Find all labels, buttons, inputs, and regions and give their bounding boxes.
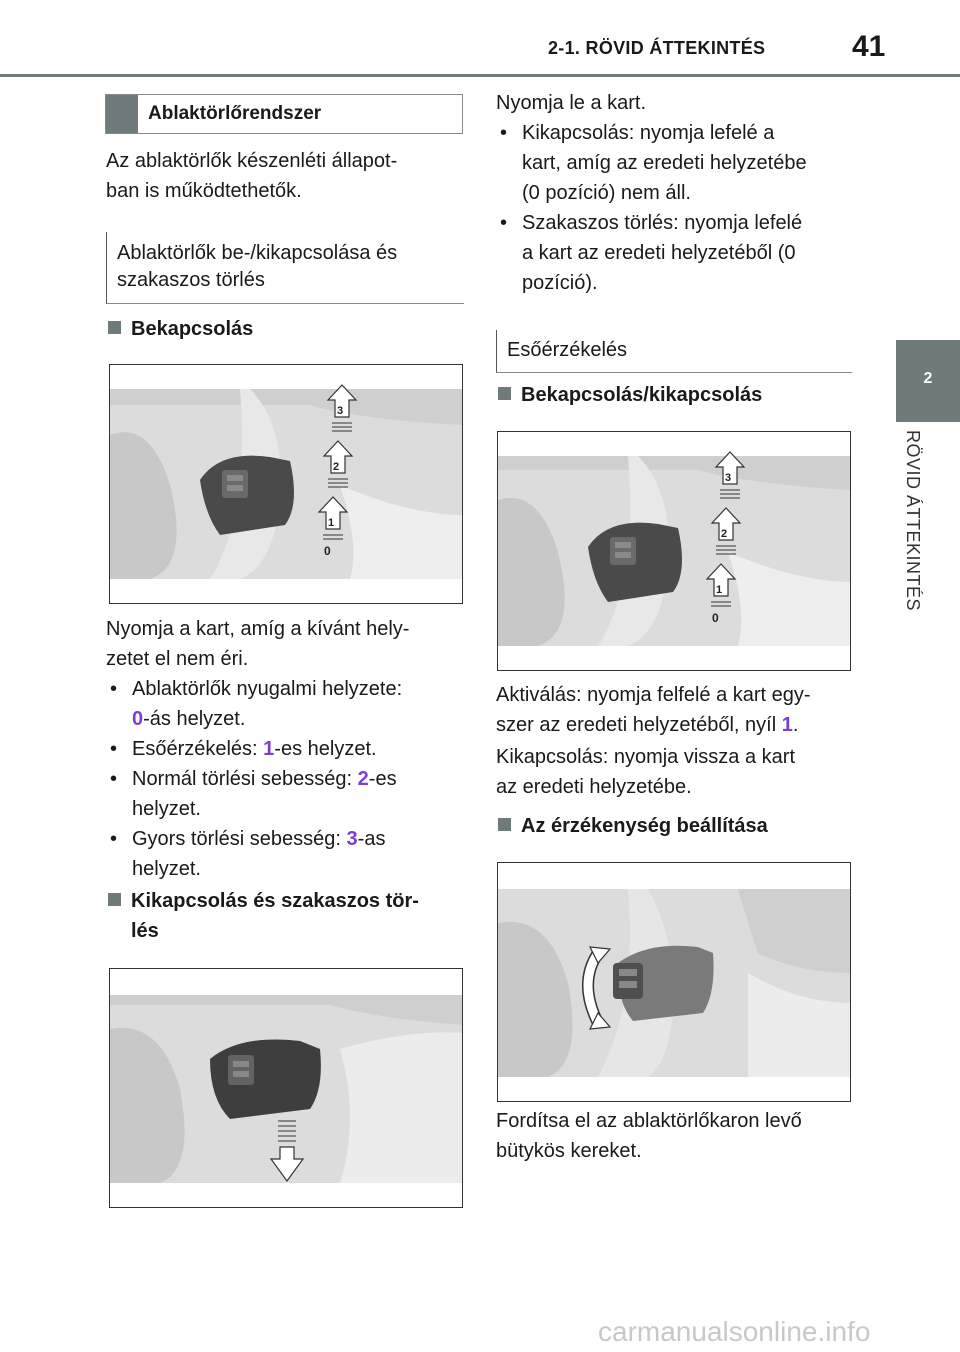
section-kikapcsolas [108, 886, 419, 916]
bullet-line: Kikapcsolás: nyomja lefelé a [522, 122, 775, 144]
chapter-title: RÖVID ÁTTEKINTÉS [903, 430, 923, 612]
subheading-box [106, 232, 464, 304]
position-number: 0 [132, 708, 144, 730]
bullet-text-suffix: -as [357, 828, 386, 850]
bullet-line: a kart az eredeti helyzetéből (0 [522, 242, 796, 264]
section-marker [108, 321, 121, 334]
intro-line-2: ban is működtethetők. [106, 180, 302, 202]
bullet-dot: • [110, 768, 118, 790]
watermark: carmanualsonline.info [598, 1316, 871, 1347]
bullet-dot: • [110, 678, 118, 700]
activation-line-1: Aktiválás: nyomja felfelé a kart egy- [496, 684, 811, 706]
para1-line-2: zetet el nem éri. [106, 648, 249, 670]
bullet-text-line2: helyzet. [132, 798, 201, 820]
figure-wiper-lever-down [109, 968, 463, 1208]
fig3-label-1: 1 [716, 584, 723, 596]
bullet-text-suffix: -es helyzet. [274, 738, 377, 760]
bullet-line: Szakaszos törlés: nyomja lefelé [522, 212, 803, 234]
section-marker [108, 893, 121, 906]
fig1-label-2: 2 [333, 461, 340, 473]
section-title-line-1: Kikapcsolás és szakaszos tör- [131, 890, 419, 912]
deactivation-line-1: Kikapcsolás: nyomja vissza a kart [496, 746, 796, 768]
bullet-dot: • [500, 122, 508, 144]
bullet-text: Gyors törlési sebesség: [132, 828, 347, 850]
activation-text: szer az eredeti helyzetéből, nyíl [496, 714, 782, 736]
figure-rain-sensor-lever [497, 431, 851, 671]
heading-marker [106, 95, 138, 133]
para-bottom-line-2: bütykös kereket. [496, 1140, 642, 1162]
section-title: 2-1. RÖVID ÁTTEKINTÉS [548, 38, 766, 58]
fig1-label-3: 3 [337, 405, 344, 417]
bullet-text: Esőérzékelés: [132, 738, 264, 760]
section-sensitivity [498, 811, 768, 841]
header-rule [0, 74, 960, 77]
position-number: 2 [357, 768, 369, 790]
right-para-top: Nyomja le a kart. [496, 92, 647, 114]
main-heading [105, 94, 463, 134]
bullet-line: (0 pozíció) nem áll. [522, 182, 691, 204]
intro-line-1: Az ablaktörlők készenléti állapot- [106, 150, 398, 172]
bullet-text-suffix: -ás helyzet. [143, 708, 246, 730]
position-number: 3 [346, 828, 358, 850]
subheading-line-1: Ablaktörlők be-/kikapcsolása és [117, 242, 398, 264]
section-title-text: Bekapcsolás/kikapcsolás [521, 384, 763, 406]
activation-period: . [792, 714, 799, 736]
section-title-text: Bekapcsolás [131, 318, 254, 340]
fig1-label-0: 0 [324, 544, 331, 558]
section-marker [498, 387, 511, 400]
figure-wiper-lever-positions [109, 364, 463, 604]
bullet-dot: • [110, 828, 118, 850]
section-bekapcsolas [108, 314, 253, 344]
bullet-line: kart, amíg az eredeti helyzetébe [522, 152, 807, 174]
fig3-label-3: 3 [725, 472, 732, 484]
bullet-text: Ablaktörlők nyugalmi helyzete: [132, 678, 403, 700]
bullet-line: pozíció). [522, 272, 598, 294]
position-number: 1 [263, 738, 275, 760]
main-heading-text: Ablaktörlőrendszer [148, 103, 322, 124]
bullet-text: Normál törlési sebesség: [132, 768, 358, 790]
fig3-label-2: 2 [721, 528, 728, 540]
deactivation-line-2: az eredeti helyzetébe. [496, 776, 692, 798]
figure-sensitivity-wheel [497, 862, 851, 1102]
bullet-dot: • [500, 212, 508, 234]
bullet-text-line2: helyzet. [132, 858, 201, 880]
section-title-text: Az érzékenység beállítása [521, 815, 768, 837]
section-kikapcsolas-line-2: lés [131, 920, 159, 942]
arrow-number: 1 [781, 714, 793, 736]
chapter-tab [896, 340, 960, 422]
page-number: 41 [852, 30, 886, 63]
subheading-line-2: szakaszos törlés [117, 269, 265, 291]
para1-line-1: Nyomja a kart, amíg a kívánt hely- [106, 618, 410, 640]
bullet-text-suffix: -es [368, 768, 397, 790]
subheading-text: Esőérzékelés [507, 339, 628, 361]
activation-line-2 [496, 710, 798, 740]
fig1-label-1: 1 [328, 517, 335, 529]
para-bottom-line-1: Fordítsa el az ablaktörlőkaron levő [496, 1110, 802, 1132]
section-rain-on-off [498, 380, 762, 410]
section-marker [498, 818, 511, 831]
bullet-dot: • [110, 738, 118, 760]
subheading-rain-sensor [496, 330, 852, 373]
fig3-label-0: 0 [712, 611, 719, 625]
chapter-number: 2 [923, 370, 933, 387]
